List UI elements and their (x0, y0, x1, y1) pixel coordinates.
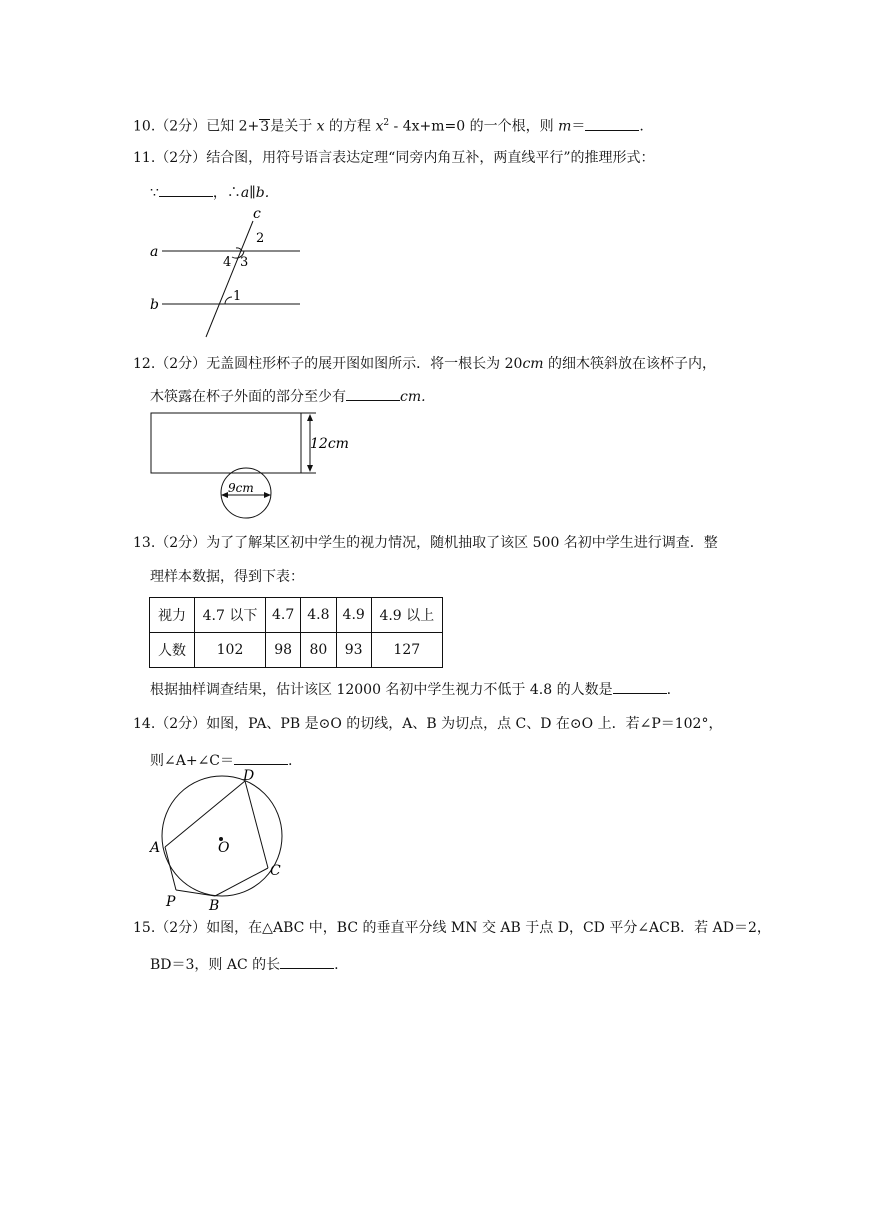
question-score: （2分） (155, 150, 207, 166)
angle-arc (225, 297, 232, 304)
table-header-cell: 4.8 (301, 598, 336, 633)
table-header-cell: 4.7 以下 (195, 598, 266, 633)
label-c: c (253, 206, 261, 222)
question-number: 13. (133, 535, 156, 551)
table-row (150, 598, 443, 633)
table-header-cell: 4.7 (266, 598, 301, 633)
question-score: （2分） (155, 118, 207, 135)
answer-blank[interactable] (346, 386, 400, 401)
because-symbol: ∵ (150, 185, 159, 201)
question-15-line-2: BD＝3，则 AC 的长 . (150, 954, 339, 975)
question-13: 13.（2分）为了了解某区初中学生的视力情况，随机抽取了该区 500 名初中学生进行调查．整 (133, 535, 718, 551)
question-13-line-2: 理样本数据，得到下表： (150, 569, 304, 585)
label-b: b (150, 297, 159, 313)
question-12-line-2: 木筷露在杯子外面的部分至少有 cm. (150, 386, 426, 407)
question-10: 10.（2分）已知 2+3是关于 x 的方程 $x^2 - 4x+m=0$ 的一个根，则 m＝ . (133, 113, 644, 137)
question-score: （2分） (155, 920, 207, 936)
segment-pa (165, 847, 176, 890)
circle-tangent-figure (148, 770, 298, 912)
question-14-line-2: 则∠A+∠C＝ . (150, 750, 292, 771)
question-14: 14.（2分）如图，PA、PB 是⊙O 的切线，A、B 为切点，点 C、D 在⊙O 上．若∠P＝102°， (133, 716, 723, 732)
circle-o (162, 776, 282, 896)
question-number: 14. (133, 716, 156, 732)
answer-blank[interactable] (613, 679, 667, 694)
label-1: 1 (233, 289, 242, 304)
question-number: 10. (133, 118, 156, 135)
table-row (150, 633, 443, 668)
label-c: C (270, 863, 281, 879)
table-cell: 人数 (150, 633, 195, 668)
height-label: 12cm (310, 436, 349, 452)
label-4: 4 (223, 255, 232, 270)
question-13-line-3: 根据抽样调查结果，估计该区 12000 名初中学生视力不低于 4.8 的人数是 . (150, 679, 671, 700)
answer-blank[interactable] (585, 116, 639, 131)
vision-table (149, 597, 443, 668)
cylinder-side-rectangle (151, 413, 301, 473)
question-15: 15.（2分）如图，在△ABC 中，BC 的垂直平分线 MN 交 AB 于点 D，CD 平分∠ACB．若 AD＝2， (133, 920, 771, 936)
table-cell: 127 (371, 633, 442, 668)
label-2: 2 (256, 231, 265, 246)
table-cell: 98 (266, 633, 301, 668)
segment-ad (165, 781, 245, 847)
answer-blank[interactable] (159, 182, 213, 197)
answer-blank[interactable] (234, 750, 288, 765)
label-a: A (150, 840, 161, 856)
line-c (206, 221, 253, 337)
label-d: D (243, 768, 255, 784)
label-b: B (209, 898, 220, 914)
question-12: 12.（2分）无盖圆柱形杯子的展开图如图所示．将一根长为 20cm 的细木筷斜放在该杯子内， (133, 356, 717, 372)
cylinder-net-figure (150, 410, 360, 522)
table-header-cell: 视力 (150, 598, 195, 633)
table-cell: 80 (301, 633, 336, 668)
diameter-label: 9cm (228, 481, 254, 495)
question-score: （2分） (155, 356, 207, 372)
table-header-cell: 4.9 以上 (371, 598, 442, 633)
question-score: （2分） (155, 716, 207, 732)
question-11: 11.（2分）结合图，用符号语言表达定理“同旁内角互补，两直线平行”的推理形式： (133, 150, 655, 166)
answer-blank[interactable] (280, 954, 334, 969)
question-score: （2分） (155, 535, 207, 551)
question-number: 15. (133, 920, 156, 936)
table-cell: 93 (336, 633, 371, 668)
question-number: 12. (133, 356, 156, 372)
label-3: 3 (240, 255, 249, 270)
parallel-lines-figure (140, 200, 320, 342)
question-number: 11. (133, 150, 156, 166)
label-a: a (150, 244, 159, 260)
sqrt-expression: 3 (260, 118, 270, 135)
label-o: O (218, 840, 230, 856)
table-header-cell: 4.9 (336, 598, 371, 633)
segment-pb (176, 890, 215, 896)
label-p: P (166, 894, 176, 910)
table-cell: 102 (195, 633, 266, 668)
question-11-answer-line: ∵ ，∴a∥b. (150, 182, 269, 203)
